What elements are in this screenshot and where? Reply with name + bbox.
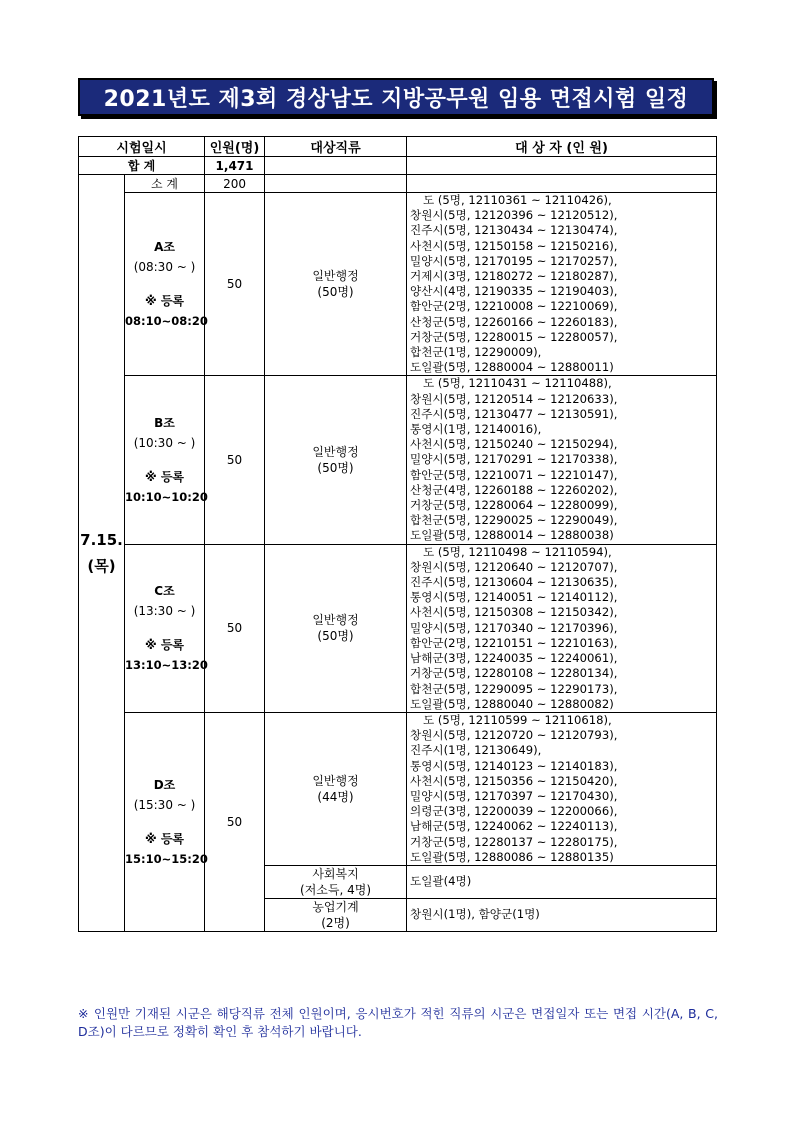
target-entry: 거제시(3명, 12180272 ~ 12180287),	[410, 269, 618, 284]
spacer	[125, 815, 204, 829]
date-weekday: (목)	[87, 556, 116, 575]
target-entry: 사천시(5명, 12150158 ~ 12150216),	[410, 238, 618, 253]
total-job-empty	[265, 157, 407, 175]
group-row	[79, 376, 717, 544]
group-count: 50	[205, 193, 265, 376]
job-name: 일반행정	[312, 445, 359, 460]
target-entry: 산청군(4명, 12260188 ~ 12260202),	[410, 482, 618, 497]
target-entry: 도 (5명, 12110361 ~ 12110426),	[423, 193, 612, 207]
group-info-cell	[125, 544, 208, 712]
job-count: (50명)	[317, 461, 354, 476]
subtotal-target-empty	[407, 175, 717, 193]
target-entry: 거창군(5명, 12280108 ~ 12280134),	[410, 666, 618, 681]
group-row	[79, 544, 717, 712]
target-list	[407, 376, 717, 544]
job-cell	[265, 865, 407, 898]
target-entry: 밀양시(5명, 12170397 ~ 12170430),	[410, 788, 618, 803]
target-entry: 밀양시(5명, 12170291 ~ 12170338),	[410, 452, 618, 467]
target-list	[407, 544, 717, 712]
target-entry: 합천군(1명, 12290009),	[410, 345, 542, 360]
target-entry: 거창군(5명, 12280015 ~ 12280057),	[410, 329, 618, 344]
subtotal-value: 200	[205, 175, 265, 193]
target-entry: 창원시(5명, 12120514 ~ 12120633),	[410, 391, 618, 406]
target-entry: 함안군(2명, 12210008 ~ 12210069),	[410, 299, 618, 314]
registration-time: 08:10~08:20	[125, 314, 208, 329]
total-label: 합 계	[79, 157, 205, 175]
target-entry: 도일괄(5명, 12880014 ~ 12880038)	[410, 528, 614, 543]
registration-label: ※ 등록	[144, 470, 185, 485]
date-cell	[79, 175, 125, 932]
group-info-cell	[125, 193, 208, 376]
job-cell	[265, 712, 407, 865]
group-time: (10:30 ~ )	[133, 436, 196, 451]
total-value: 1,471	[205, 157, 265, 175]
target-entry: 남해군(3명, 12240035 ~ 12240061),	[410, 651, 618, 666]
subtotal-job-empty	[265, 175, 407, 193]
header-row	[79, 137, 717, 157]
target-entry: 창원시(5명, 12120396 ~ 12120512),	[410, 208, 618, 223]
target-entry: 도 (5명, 12110498 ~ 12110594),	[423, 544, 612, 559]
date-day: 7.15.	[80, 530, 123, 549]
page-title: 2021년도 제3회 경상남도 지방공무원 임용 면접시험 일정	[103, 86, 689, 112]
spacer	[125, 621, 204, 635]
group-time: (13:30 ~ )	[133, 604, 196, 619]
target-entry: 진주시(5명, 12130604 ~ 12130635),	[410, 575, 618, 590]
header-count: 인원(명)	[205, 137, 265, 157]
target-entry: 거창군(5명, 12280064 ~ 12280099),	[410, 498, 618, 513]
target-entry: 밀양시(5명, 12170195 ~ 12170257),	[410, 253, 618, 268]
group-name: C조	[154, 584, 175, 599]
registration-label: ※ 등록	[144, 638, 185, 653]
spacer	[125, 277, 204, 291]
target-entry: 도일괄(5명, 12880086 ~ 12880135)	[410, 849, 614, 864]
target-entry: 통영시(1명, 12140016),	[410, 422, 542, 437]
job-count: (50명)	[317, 629, 354, 644]
target-entry: 의령군(3명, 12200039 ~ 12200066),	[410, 804, 618, 819]
target-entry: 진주시(5명, 12130477 ~ 12130591),	[410, 406, 618, 421]
title-banner	[78, 78, 714, 116]
target-entry: 도일괄(5명, 12880004 ~ 12880011)	[410, 360, 614, 375]
group-time: (15:30 ~ )	[133, 797, 196, 812]
group-row	[79, 712, 717, 865]
target-entry: 사천시(5명, 12150240 ~ 12150294),	[410, 437, 618, 452]
target-entry: 창원시(5명, 12120640 ~ 12120707),	[410, 559, 618, 574]
target-entry: 도일괄(5명, 12880040 ~ 12880082)	[410, 696, 614, 711]
target-entry: 함안군(2명, 12210151 ~ 12210163),	[410, 635, 618, 650]
target-entry: 진주시(1명, 12130649),	[410, 743, 542, 758]
job-cell	[265, 898, 407, 931]
target-entry: 거창군(5명, 12280137 ~ 12280175),	[410, 834, 618, 849]
total-row	[79, 157, 717, 175]
group-row	[79, 193, 717, 376]
job-name: 사회복지	[312, 866, 359, 881]
target-entry: 밀양시(5명, 12170340 ~ 12170396),	[410, 620, 618, 635]
group-count: 50	[205, 376, 265, 544]
total-target-empty	[407, 157, 717, 175]
group-name: A조	[154, 240, 175, 255]
subtotal-row	[79, 175, 717, 193]
registration-time: 13:10~13:20	[125, 658, 208, 673]
group-count: 50	[205, 544, 265, 712]
group-info-cell	[125, 712, 208, 931]
header-date: 시험일시	[79, 137, 205, 157]
target-entry: 도 (5명, 12110431 ~ 12110488),	[423, 376, 612, 391]
group-info-cell	[125, 376, 208, 544]
schedule-table	[78, 136, 717, 932]
target-entry: 함안군(5명, 12210071 ~ 12210147),	[410, 467, 618, 482]
group-name: B조	[154, 416, 175, 431]
target-entry: 남해군(5명, 12240062 ~ 12240113),	[410, 819, 618, 834]
target-entry: 도 (5명, 12110599 ~ 12110618),	[423, 712, 612, 727]
spacer	[125, 453, 204, 467]
target-entry: 사천시(5명, 12150308 ~ 12150342),	[410, 605, 618, 620]
target-entry: 통영시(5명, 12140123 ~ 12140183),	[410, 758, 618, 773]
target-entry: 창원시(1명), 함양군(1명)	[410, 907, 540, 922]
registration-time: 15:10~15:20	[125, 851, 208, 866]
target-entry: 도일괄(4명)	[410, 874, 472, 889]
registration-label: ※ 등록	[144, 831, 185, 846]
target-list	[407, 865, 717, 898]
registration-label: ※ 등록	[144, 294, 185, 309]
target-entry: 합천군(5명, 12290095 ~ 12290173),	[410, 681, 618, 696]
job-cell	[265, 376, 407, 544]
group-name: D조	[153, 777, 176, 792]
target-list	[407, 193, 717, 376]
header-target: 대 상 자 (인 원)	[407, 137, 717, 157]
header-job: 대상직류	[265, 137, 407, 157]
target-list	[407, 898, 717, 931]
job-count: (저소득, 4명)	[300, 882, 372, 897]
footnote: ※ 인원만 기재된 시군은 해당직류 전체 인원이며, 응시번호가 적힌 직류의 시군은 면접일자 또는 면접 시간(A, B, C, D조)이 다르므로 정확히 확인 후 참석하기 바랍니다.	[78, 1006, 718, 1039]
target-entry: 합천군(5명, 12290025 ~ 12290049),	[410, 513, 618, 528]
target-list	[407, 712, 717, 865]
registration-time: 10:10~10:20	[125, 490, 208, 505]
job-name: 일반행정	[312, 773, 359, 788]
target-entry: 사천시(5명, 12150356 ~ 12150420),	[410, 773, 618, 788]
target-entry: 양산시(4명, 12190335 ~ 12190403),	[410, 284, 618, 299]
job-count: (44명)	[317, 789, 354, 804]
job-cell	[265, 544, 407, 712]
target-entry: 통영시(5명, 12140051 ~ 12140112),	[410, 590, 618, 605]
group-count: 50	[205, 712, 265, 931]
target-entry: 진주시(5명, 12130434 ~ 12130474),	[410, 223, 618, 238]
group-time: (08:30 ~ )	[133, 260, 196, 275]
job-count: (50명)	[317, 285, 354, 300]
subtotal-label: 소 계	[125, 175, 205, 193]
job-cell	[265, 193, 407, 376]
target-entry: 산청군(5명, 12260166 ~ 12260183),	[410, 314, 618, 329]
job-name: 농업기계	[312, 899, 359, 914]
job-count: (2명)	[321, 915, 350, 930]
job-name: 일반행정	[312, 613, 359, 628]
target-entry: 창원시(5명, 12120720 ~ 12120793),	[410, 728, 618, 743]
job-name: 일반행정	[312, 269, 359, 284]
